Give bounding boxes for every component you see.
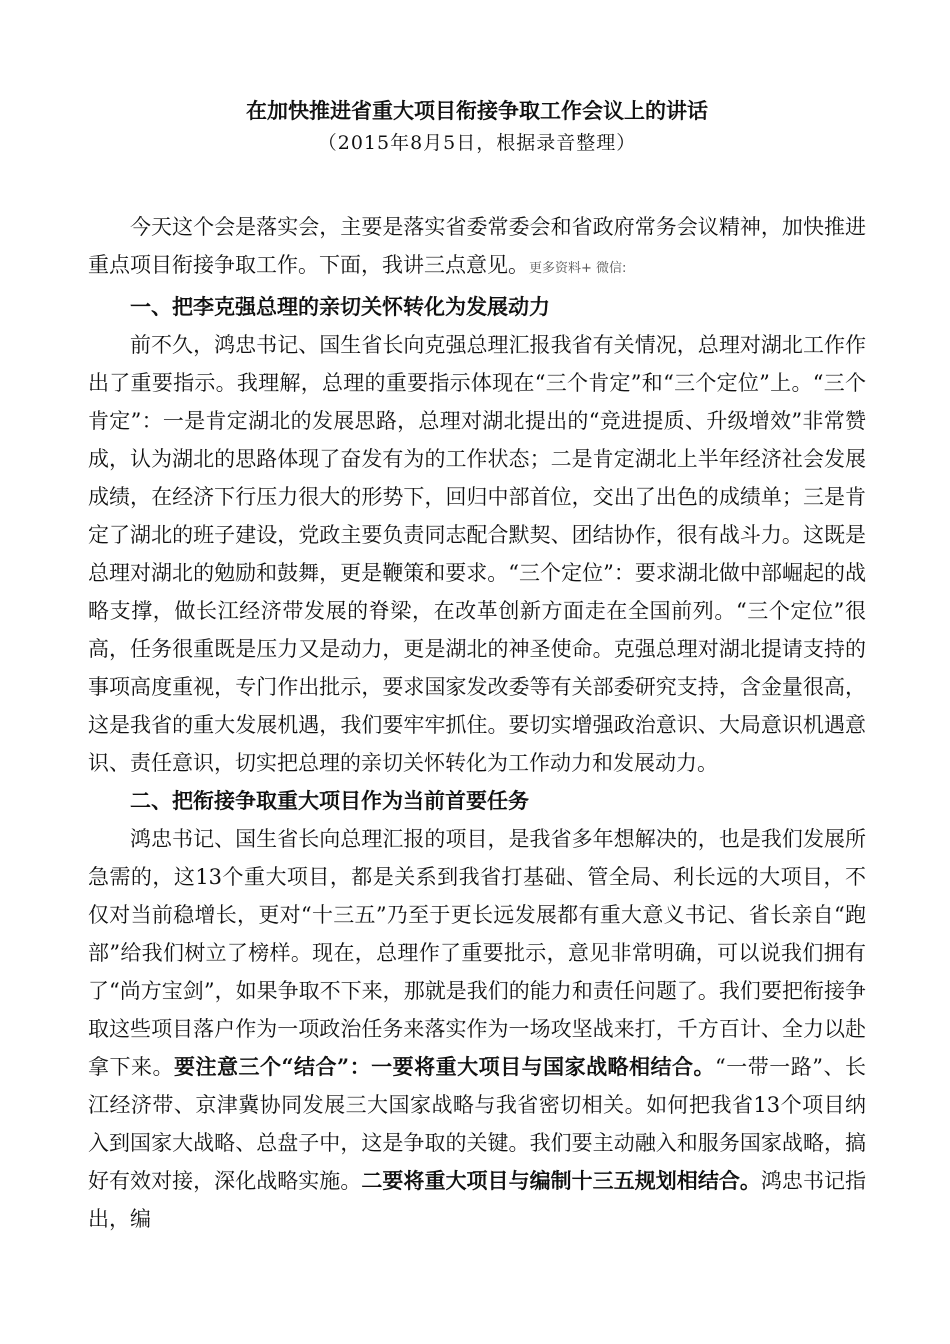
intro-paragraph (88, 208, 866, 288)
document-subtitle: （2015年8月5日，根据录音整理） (317, 132, 637, 154)
document-title: 在加快推进省重大项目衔接争取工作会议上的讲话 (246, 98, 708, 123)
section-2-emphasis-2: 二要将重大项目与编制十三五规划相结合。 (361, 1168, 761, 1193)
wechat-note: 更多资料+ 微信: (529, 261, 627, 276)
section-2-text-2: “一带一路”、长江经济带、京津冀协同发展三大国家战略与我省密切相关。如何把我省13个项目纳入到国家大战略、总盘子中，这是争取的关键。我们要主动融入和服务国家战略，搞好有效对接，深化战略实施。 (88, 1055, 866, 1193)
section-2-text-3: 鸿忠书记指出，编 (88, 1169, 867, 1231)
intro-text: 今天这个会是落实会，主要是落实省委常委会和省政府常务会议精神，加快推进重点项目衔接争取工作。下面，我讲三点意见。 (88, 215, 866, 277)
section-1-heading: 一、把李克强总理的亲切关怀转化为发展动力 (130, 294, 550, 319)
section-2-text-1: 鸿忠书记、国生省长向总理汇报的项目，是我省多年想解决的，也是我们发展所急需的，这13个重大项目，都是关系到我省打基础、管全局、利长远的大项目，不仅对当前稳增长，更对“十三五”乃至于更长远发展都有重大意义书记、省长亲自“跑部”给我们树立了榜样。现在，总理作了重要批示，意见非常明确，可以说我们拥有了“尚方宝剑”，如果争取不下来，那就是我们的能力和责任问题了。我们要把衔接争取这些项目落户作为一项政治任务来落实作为一场攻坚战来打，千方百计、全力以赴拿下来。 (88, 827, 866, 1079)
document-body (88, 208, 866, 1238)
section-2-emphasis-1: 要注意三个“结合”：一要将重大项目与国家战略相结合。 (173, 1054, 716, 1079)
section-2-paragraph (88, 820, 866, 1238)
section-2-heading: 二、把衔接争取重大项目作为当前首要任务 (130, 788, 529, 813)
document-page (88, 96, 866, 1238)
section-1-paragraph: 前不久，鸿忠书记、国生省长向克强总理汇报我省有关情况，总理对湖北工作作出了重要指示。我理解，总理的重要指示体现在“三个肯定”和“三个定位”上。“三个肯定”：一是肯定湖北的发展思路，总理对湖北提出的“竞进提质、升级增效”非常赞成，认为湖北的思路体现了奋发有为的工作状态；二是肯定湖北上半年经济社会发展成绩，在经济下行压力很大的形势下，回归中部首位，交出了出色的成绩单；三是肯定了湖北的班子建设，党政主要负责同志配合默契、团结协作，很有战斗力。这既是总理对湖北的勉励和鼓舞，更是鞭策和要求。“三个定位”：要求湖北做中部崛起的战略支撑，做长江经济带发展的脊梁，在改革创新方面走在全国前列。“三个定位”很高，任务很重既是压力又是动力，更是湖北的神圣使命。克强总理对湖北提请支持的事项高度重视，专门作出批示，要求国家发改委等有关部委研究支持，含金量很高，这是我省的重大发展机遇，我们要牢牢抓住。要切实增强政治意识、大局意识机遇意识、责任意识，切实把总理的亲切关怀转化为工作动力和发展动力。 (88, 333, 866, 775)
